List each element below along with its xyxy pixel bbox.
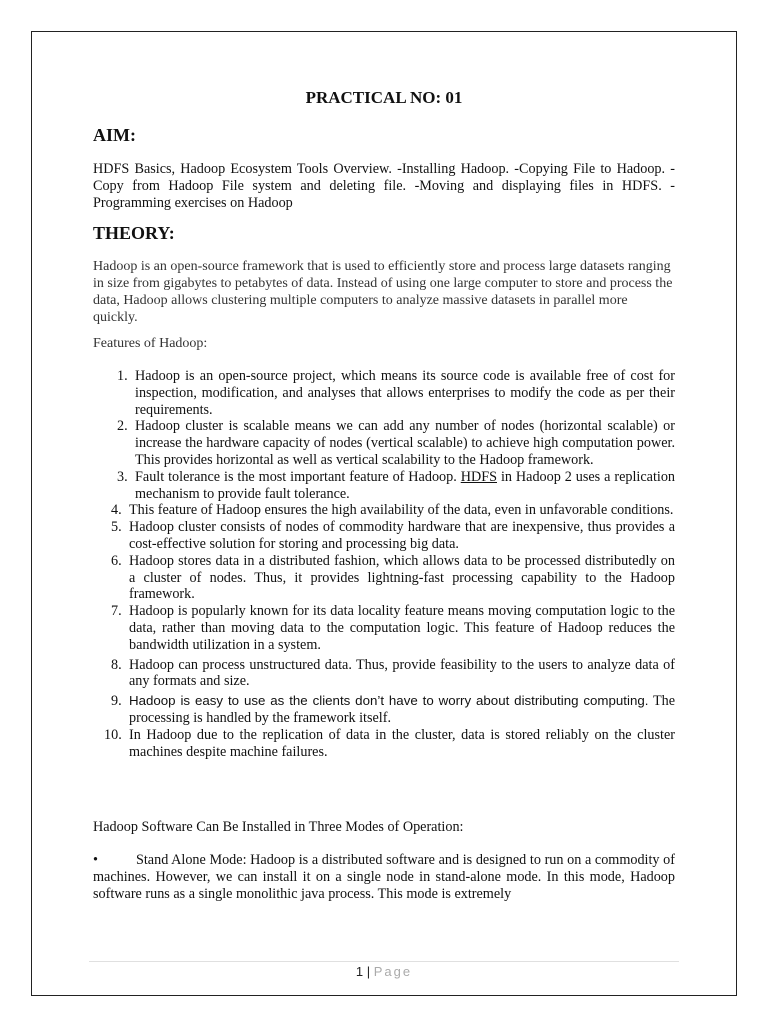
list-item: 5. Hadoop cluster consists of nodes of commodity hardware that are inexpensive, thus provides a cost-effective solution for storing and processing big data.: [111, 519, 675, 552]
list-item: 8. Hadoop can process unstructured data. Thus, provide feasibility to the users to analyze data of any formats and size.: [111, 656, 675, 690]
theory-heading: THEORY:: [93, 223, 175, 243]
features-list: [93, 368, 675, 760]
aim-text: HDFS Basics, Hadoop Ecosystem Tools Overview. -Installing Hadoop. -Copying File to Hadoop. -Copy from Hadoop File system and deleting file. -Moving and displaying files in HDFS. -Programming exercises on Hadoop: [93, 161, 675, 211]
page-footer: 1 | Page: [355, 964, 413, 979]
mode-paragraph: • Stand Alone Mode: Hadoop is a distributed software and is designed to run on a commodity of machines. However, we can install it on a single node in stand-alone mode. In this mode, Hadoop software runs as a single monolithic java process. This mode is extremely: [93, 852, 675, 902]
aim-heading: AIM:: [93, 125, 136, 145]
footer-divider: [89, 961, 679, 962]
page-title: PRACTICAL NO: 01: [305, 88, 463, 107]
list-item: 2. Hadoop cluster is scalable means we can add any number of nodes (horizontal scalable) or increase the hardware capacity of nodes (vertical scalable) to achieve high computation power. This provides horizontal as well as vertical scalability to the Hadoop framework.: [117, 418, 675, 468]
page-label: Page: [373, 964, 413, 979]
theory-intro: Hadoop is an open-source framework that is used to efficiently store and process large datasets ranging in size from gigabytes to petabytes of data. Instead of using one large computer to store and process the data, Hadoop allows clustering multiple computers to analyze massive datasets in parallel more quickly.: [93, 259, 673, 325]
hdfs-link[interactable]: HDFS: [460, 468, 497, 485]
list-item: 1. Hadoop is an open-source project, which means its source code is available free of cost for inspection, modification, and analyses that allows enterprises to modify the code as per their requirements.: [117, 368, 675, 418]
list-item: 3. Fault tolerance is the most important feature of Hadoop. HDFS in Hadoop 2 uses a replication mechanism to provide fault tolerance.: [117, 468, 676, 502]
list-item: 9. Hadoop is easy to use as the clients don’t have to worry about distributing computing. The processing is handled by the framework itself.: [111, 693, 675, 726]
modes-heading: Hadoop Software Can Be Installed in Three Modes of Operation:: [93, 819, 464, 835]
list-item: 4. This feature of Hadoop ensures the high availability of the data, even in unfavorable conditions.: [111, 502, 674, 519]
list-item: 6. Hadoop stores data in a distributed fashion, which allows data to be processed distributedly on a cluster of nodes. Thus, it provides lightning-fast processing capability to the Hadoop framework.: [111, 552, 675, 603]
features-heading: Features of Hadoop:: [93, 336, 208, 351]
bullet: •: [93, 852, 98, 868]
list-item: 10. In Hadoop due to the replication of data in the cluster, data is stored reliably on the cluster machines despite machine failures.: [104, 726, 675, 760]
page-number: 1: [355, 964, 364, 979]
list-item: 7. Hadoop is popularly known for its data locality feature means moving computation logic to the data, rather than moving data to the computation logic. This feature of Hadoop reduces the bandwidth utilization in a system.: [111, 603, 675, 653]
